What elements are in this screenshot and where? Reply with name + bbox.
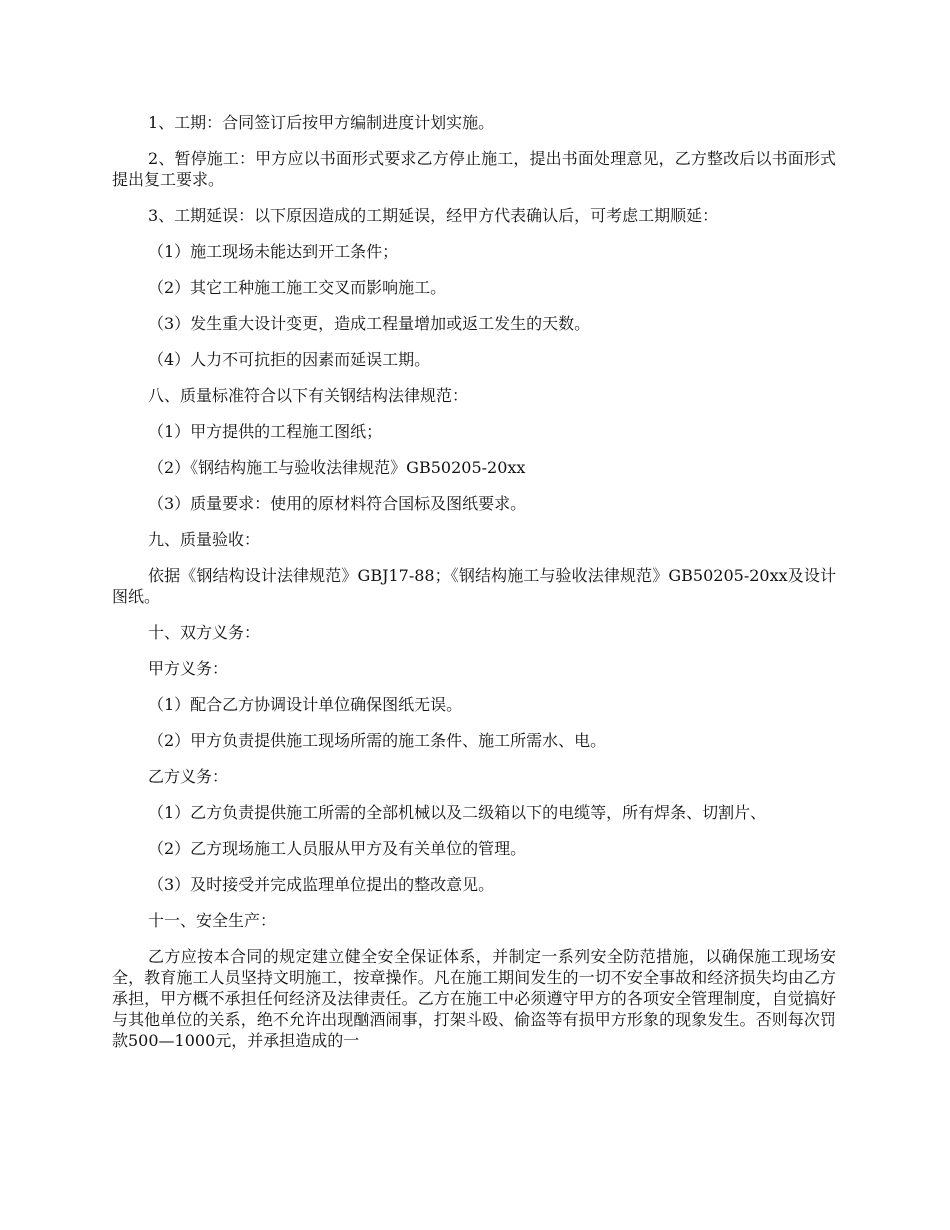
list-item: （4）人力不可抗拒的因素而延误工期。 <box>148 350 431 369</box>
paragraph-acceptance-basis: 依据《钢结构设计法律规范》GBJ17-88；《钢结构施工与验收法律规范》GB50205-20xx及设计图纸。 <box>112 566 836 606</box>
section-heading-quality-standard: 八、质量标准符合以下有关钢结构法律规范： <box>148 386 469 405</box>
list-item: （2）甲方负责提供施工现场所需的施工条件、施工所需水、电。 <box>148 731 607 750</box>
list-item: （1）施工现场未能达到开工条件； <box>148 242 399 261</box>
paragraph-schedule: 1、工期：合同签订后按甲方编制进度计划实施。 <box>148 113 495 132</box>
paragraph-suspension: 2、暂停施工：甲方应以书面形式要求乙方停止施工，提出书面处理意见，乙方整改后以书面形式提出复工要求。 <box>112 149 836 189</box>
list-item: （1）配合乙方协调设计单位确保图纸无误。 <box>148 695 463 714</box>
list-item: （3）质量要求：使用的原材料符合国标及图纸要求。 <box>148 494 527 513</box>
subheading-party-b: 乙方义务： <box>148 767 229 786</box>
subheading-party-a: 甲方义务： <box>148 659 229 678</box>
list-item: （2）乙方现场施工人员服从甲方及有关单位的管理。 <box>148 839 527 858</box>
section-heading-safety: 十一、安全生产： <box>148 911 277 930</box>
paragraph-delay: 3、工期延误：以下原因造成的工期延误，经甲方代表确认后，可考虑工期顺延： <box>148 206 719 225</box>
list-item: （1）乙方负责提供施工所需的全部机械以及二级箱以下的电缆等，所有焊条、切割片、 <box>148 803 767 822</box>
document-page <box>112 112 836 1066</box>
list-item: （2）其它工种施工施工交叉而影响施工。 <box>148 278 447 297</box>
list-item: （1）甲方提供的工程施工图纸； <box>148 422 383 441</box>
section-heading-quality-acceptance: 九、质量验收： <box>148 530 261 549</box>
list-item: （3）及时接受并完成监理单位提出的整改意见。 <box>148 875 495 894</box>
list-item: （3）发生重大设计变更，造成工程量增加或返工发生的天数。 <box>148 314 591 333</box>
section-heading-obligations: 十、双方义务： <box>148 623 261 642</box>
paragraph-safety-body: 乙方应按本合同的规定建立健全安全保证体系，并制定一系列安全防范措施，以确保施工现场安全，教育施工人员坚持文明施工，按章操作。凡在施工期间发生的一切不安全事故和经济损失均由乙方承担，甲方概不承担任何经济及法律责任。乙方在施工中必须遵守甲方的各项安全管理制度，自觉搞好与其他单位的关系，绝不允许出现酗酒闹事，打架斗殴、偷盗等有损甲方形象的现象发生。否则每次罚款500—1000元，并承担造成的一 <box>112 947 836 1050</box>
list-item: （2）《钢结构施工与验收法律规范》GB50205-20xx <box>148 458 526 477</box>
